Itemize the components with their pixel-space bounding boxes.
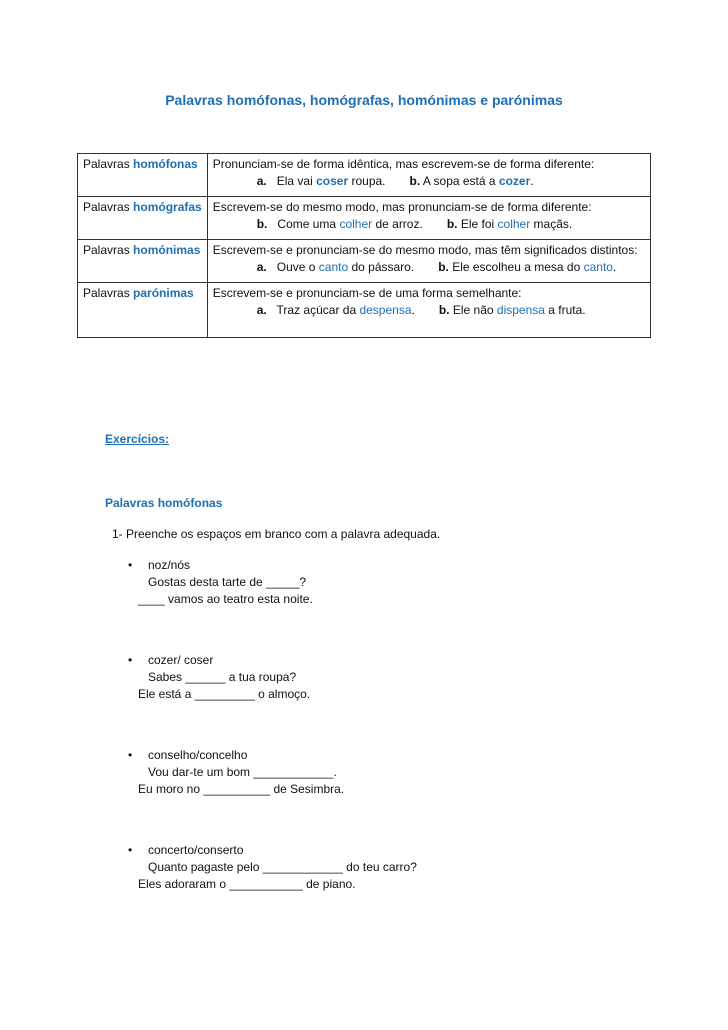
examples-line: [213, 216, 645, 233]
list-item: [128, 842, 417, 893]
bullet-icon: •: [128, 653, 133, 667]
bullet-icon: •: [128, 558, 133, 572]
examples-line: [213, 259, 645, 276]
definition-text: Escrevem-se do mesmo modo, mas pronunciam-se de forma diferente:: [212, 200, 592, 214]
word-pair: conselho/concelho: [148, 748, 248, 762]
example-a-pre: Traz açúcar da: [276, 303, 360, 317]
word-pair: noz/nós: [148, 558, 191, 572]
sentence-first: Sabes ______ a tua roupa?: [148, 670, 297, 684]
example-a-post: roupa.: [348, 174, 386, 188]
section-heading: Palavras homófonas: [105, 496, 223, 510]
example-a-pre: Come uma: [277, 217, 340, 231]
exercises-heading: Exercícios:: [105, 432, 170, 446]
definition-cell: [207, 240, 650, 283]
example-a-word: colher: [339, 217, 373, 231]
list-item: [128, 557, 313, 608]
example-b-pre: Ele não: [449, 303, 497, 317]
sentence-second: Ele está a _________ o almoço.: [138, 687, 311, 701]
term-prefix: Palavras: [83, 286, 134, 300]
example-a-label: b.: [256, 217, 268, 231]
example-b-word: dispensa: [496, 303, 545, 317]
exercise-instruction: 1- Preenche os espaços em branco com a palavra adequada.: [112, 527, 441, 541]
example-b-pre: Ele foi: [457, 217, 498, 231]
definition-cell: [207, 283, 650, 338]
example-a-word: despensa: [359, 303, 412, 317]
term-highlight: homónimas: [133, 243, 201, 257]
definition-text: Escrevem-se e pronunciam-se do mesmo modo, mas têm significados distintos:: [212, 243, 638, 257]
example-a-post: de arroz.: [372, 217, 423, 231]
example-b-label: b.: [438, 303, 450, 317]
example-b-pre: Ele escolheu a mesa do: [448, 260, 584, 274]
page-title: Palavras homófonas, homógrafas, homónimas e parónimas: [165, 92, 563, 108]
example-a-pre: Ela vai: [276, 174, 317, 188]
sentence-first: Gostas desta tarte de _____?: [148, 575, 307, 589]
example-a-post: do pássaro.: [348, 260, 415, 274]
example-a-post: .: [411, 303, 415, 317]
examples-line: [213, 173, 645, 190]
example-b-word: colher: [497, 217, 531, 231]
list-item: [128, 652, 310, 703]
example-a-pre: Ouve o: [276, 260, 319, 274]
sentence-first: Vou dar-te um bom ____________.: [148, 765, 337, 779]
example-b-post: .: [612, 260, 617, 274]
example-b-label: b.: [446, 217, 458, 231]
example-a-label: a.: [256, 303, 267, 317]
definition-cell: [207, 197, 650, 240]
list-item: [128, 747, 344, 798]
table-row: [78, 197, 651, 240]
sentence-second: ____ vamos ao teatro esta noite.: [138, 592, 313, 606]
definition-cell: [207, 154, 650, 197]
example-a-label: a.: [256, 260, 267, 274]
term-highlight: homógrafas: [133, 200, 202, 214]
bullet-icon: •: [128, 748, 133, 762]
word-pair: cozer/ coser: [148, 653, 214, 667]
example-b-word: cozer: [498, 174, 531, 188]
example-b-label: b.: [409, 174, 421, 188]
definition-text: Pronunciam-se de forma idêntica, mas escrevem-se de forma diferente:: [212, 157, 595, 171]
sentence-second: Eu moro no __________ de Sesimbra.: [138, 782, 345, 796]
term-highlight: homófonas: [133, 157, 198, 171]
example-b-post: .: [530, 174, 534, 188]
bullet-icon: •: [128, 843, 133, 857]
word-pair: concerto/conserto: [148, 843, 244, 857]
sentence-first: Quanto pagaste pelo ____________ do teu carro?: [148, 860, 417, 874]
example-b-label: b.: [438, 260, 449, 274]
definitions-table: [77, 153, 651, 338]
example-a-word: canto: [318, 260, 349, 274]
examples-line: [213, 302, 645, 319]
example-b-post: maçãs.: [530, 217, 573, 231]
term-cell: [78, 154, 208, 197]
table-row: [78, 240, 651, 283]
table-row: [78, 283, 651, 338]
table-row: [78, 154, 651, 197]
example-a-label: a.: [256, 174, 267, 188]
term-cell: [78, 240, 208, 283]
term-prefix: Palavras: [83, 243, 134, 257]
example-b-pre: A sopa está a: [420, 174, 499, 188]
term-prefix: Palavras: [83, 157, 134, 171]
example-a-word: coser: [316, 174, 349, 188]
term-cell: [78, 283, 208, 338]
sentence-second: Eles adoraram o ___________ de piano.: [138, 877, 356, 891]
definition-text: Escrevem-se e pronunciam-se de uma forma semelhante:: [212, 286, 522, 300]
term-highlight: parónimas: [133, 286, 194, 300]
example-b-post: a fruta.: [544, 303, 586, 317]
term-cell: [78, 197, 208, 240]
example-b-word: canto: [583, 260, 613, 274]
term-prefix: Palavras: [83, 200, 134, 214]
